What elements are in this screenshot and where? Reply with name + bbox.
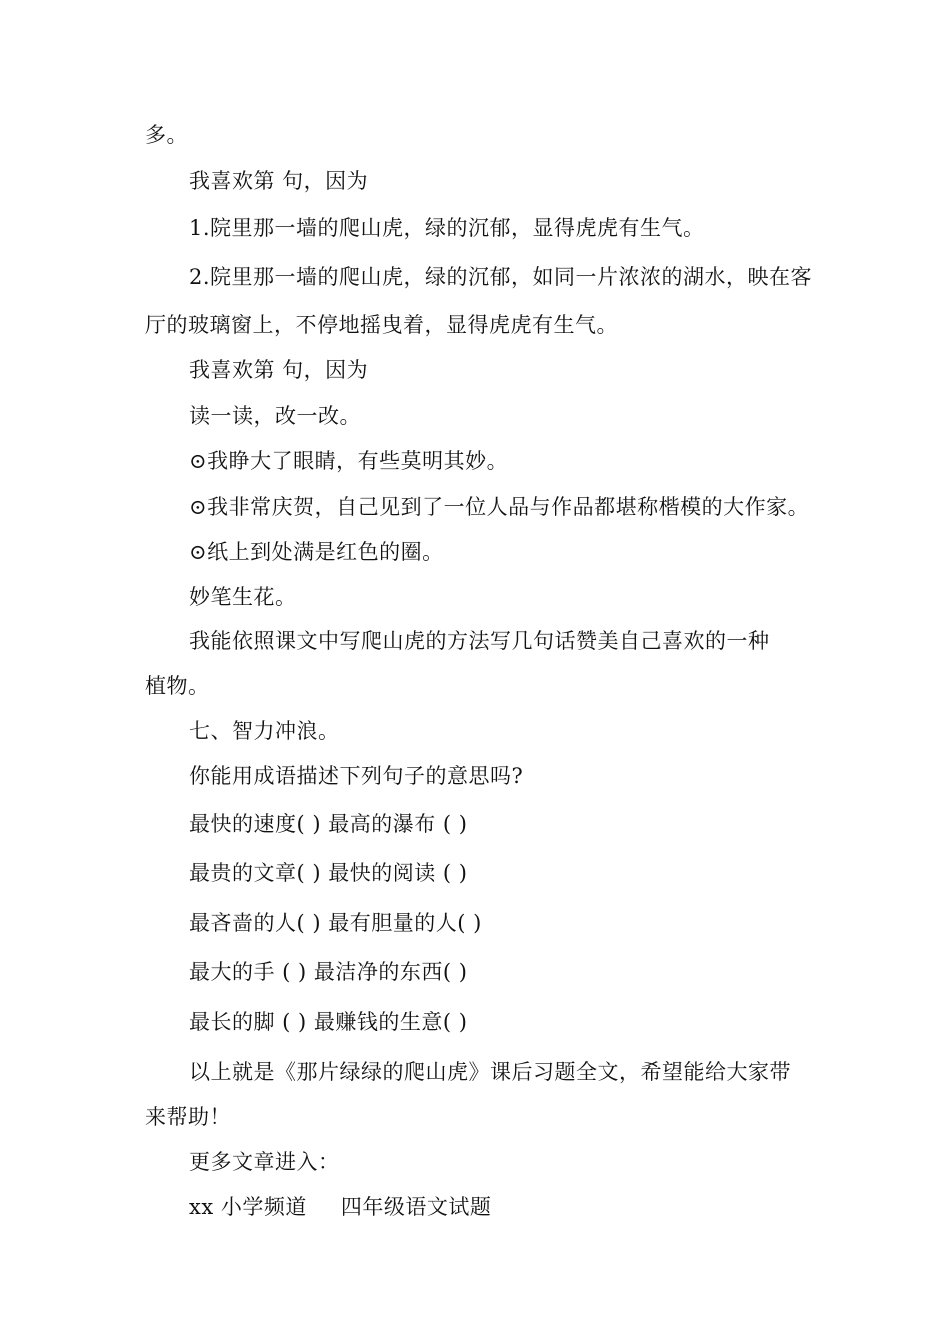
exam-link[interactable]: 四年级语文试题 xyxy=(340,1195,492,1219)
text-line: 你能用成语描述下列句子的意思吗? xyxy=(189,764,524,788)
text-line: ⊙我非常庆贺，自己见到了一位人品与作品都堪称楷模的大作家。 xyxy=(189,495,810,519)
text-line: 多。 xyxy=(145,123,188,147)
text-line: 植物。 xyxy=(145,674,210,698)
text-line: 厅的玻璃窗上，不停地摇曳着，显得虎虎有生气。 xyxy=(145,313,618,337)
text-line: 1.院里那一墙的爬山虎，绿的沉郁，显得虎虎有生气。 xyxy=(189,216,705,240)
exercise-line: 最吝啬的人( ) 最有胆量的人( ) xyxy=(189,911,482,935)
text-line: 我能依照课文中写爬山虎的方法写几句话赞美自己喜欢的一种 xyxy=(189,629,770,653)
exercise-line: 最长的脚 ( ) 最赚钱的生意( ) xyxy=(189,1010,468,1034)
text-line: 我喜欢第 句，因为 xyxy=(189,358,369,382)
exercise-line: 最贵的文章( ) 最快的阅读 ( ) xyxy=(189,861,468,885)
text-line: 以上就是《那片绿绿的爬山虎》课后习题全文，希望能给大家带 xyxy=(189,1060,791,1084)
text-line: 来帮助！ xyxy=(145,1105,231,1129)
text-line: 2.院里那一墙的爬山虎，绿的沉郁，如同一片浓浓的湖水，映在客 xyxy=(189,265,813,289)
text-line: ⊙纸上到处满是红色的圈。 xyxy=(189,540,444,564)
related-links xyxy=(189,1193,491,1221)
exercise-line: 最大的手 ( ) 最洁净的东西( ) xyxy=(189,960,468,984)
channel-link[interactable]: xx 小学频道 xyxy=(189,1195,307,1219)
text-line: 我喜欢第 句，因为 xyxy=(189,169,369,193)
text-line: 更多文章进入： xyxy=(189,1150,340,1174)
text-line: 读一读，改一改。 xyxy=(189,404,361,428)
text-line: 妙笔生花。 xyxy=(189,585,297,609)
exercise-line: 最快的速度( ) 最高的瀑布 ( ) xyxy=(189,812,468,836)
section-heading: 七、智力冲浪。 xyxy=(189,719,340,743)
text-line: ⊙我睁大了眼睛，有些莫明其妙。 xyxy=(189,449,509,473)
